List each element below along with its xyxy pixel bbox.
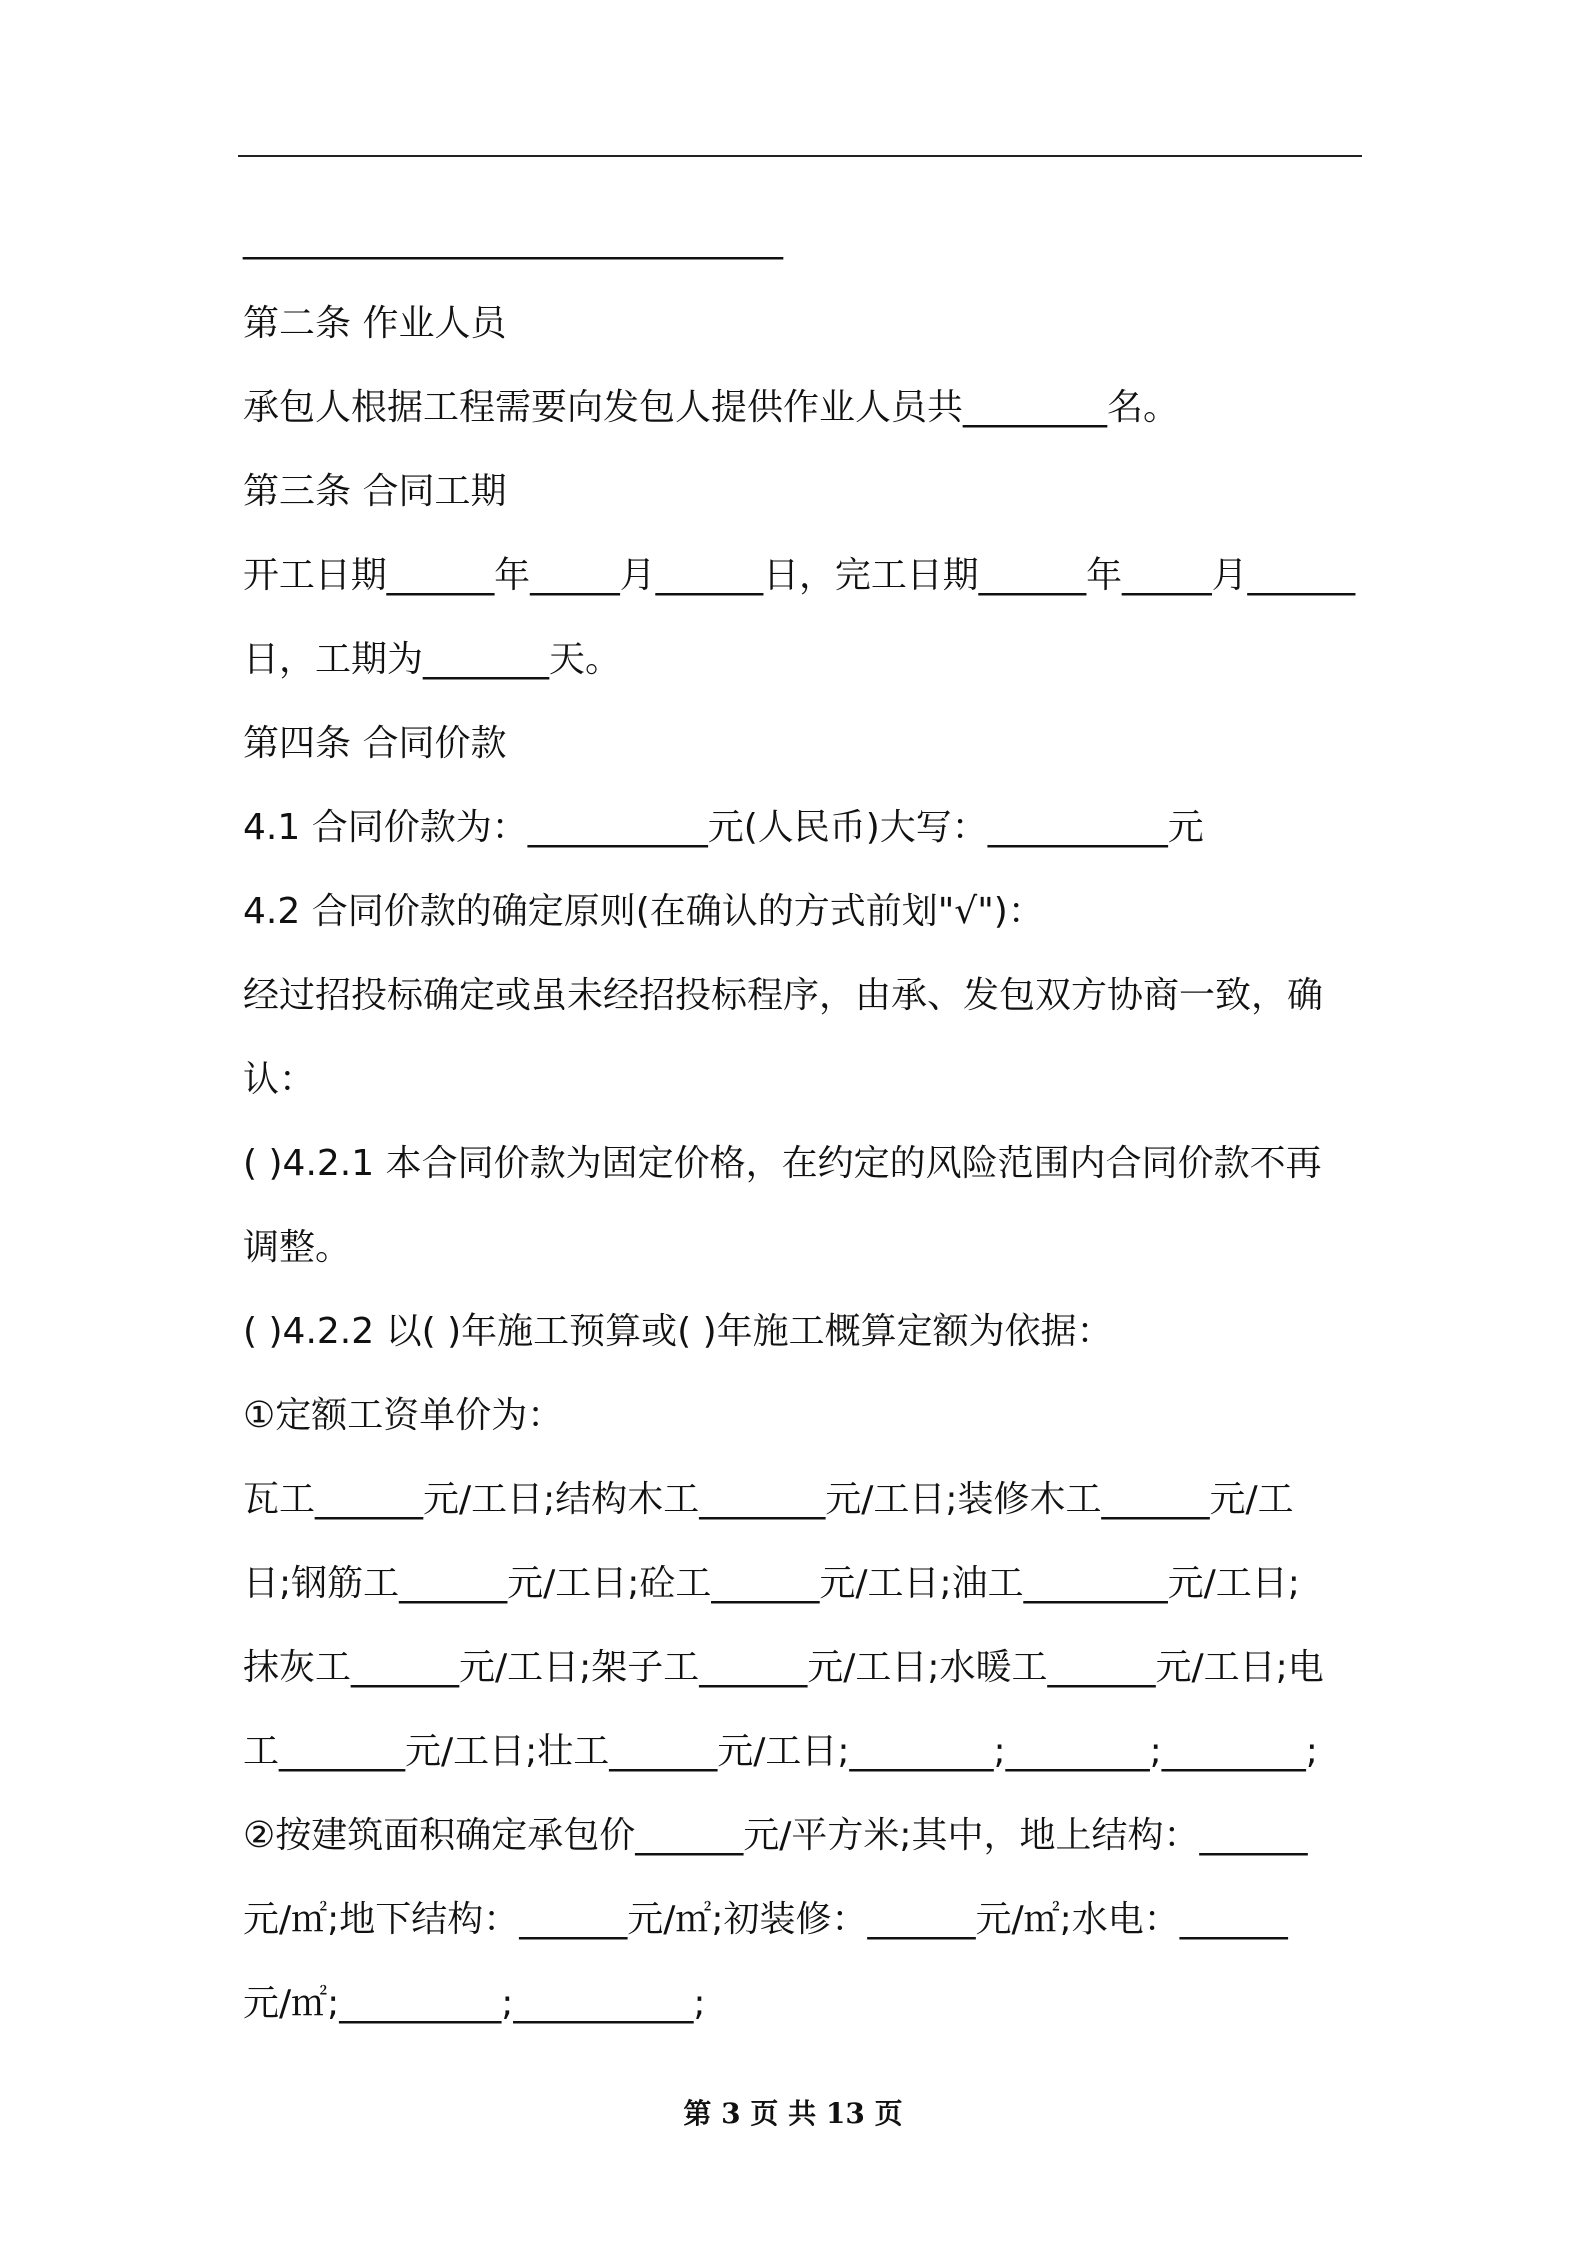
wage-rate-heading: ①定额工资单价为： (243, 1395, 564, 1436)
article-4-heading: 第四条 合同价款 (243, 723, 507, 764)
wage-rate-line-4: 工_______元/工日;壮工______元/工日;________;________;________; (243, 1731, 1318, 1772)
wage-rate-line-3: 抹灰工______元/工日;架子工______元/工日;水暖工______元/工日;电 (243, 1647, 1324, 1688)
article-2-text: 承包人根据工程需要向发包人提供作业人员共________名。 (243, 387, 1180, 428)
clause-4-2-text-line-2: 认： (243, 1059, 316, 1100)
wage-rate-line-2: 日;钢筋工______元/工日;砼工______元/工日;油工________元/工日; (243, 1563, 1300, 1604)
wage-rate-line-1: 瓦工______元/工日;结构木工_______元/工日;装修木工______元/工 (243, 1479, 1294, 1520)
area-price-line-2: 元/㎡;地下结构：______元/㎡;初装修：______元/㎡;水电：______ (243, 1899, 1288, 1940)
clause-4-2: 4.2 合同价款的确定原则(在确认的方式前划"√")： (243, 891, 1044, 932)
clause-4-2-1-line-1: ( )4.2.1 本合同价款为固定价格，在约定的风险范围内合同价款不再 (243, 1143, 1322, 1184)
clause-4-2-2: ( )4.2.2 以( )年施工预算或( )年施工概算定额为依据： (243, 1311, 1113, 1352)
document-body (243, 198, 1355, 2046)
clause-4-2-text-line-1: 经过招投标确定或虽未经招投标程序，由承、发包双方协商一致，确 (243, 975, 1324, 1016)
article-3-text-line-2: 日，工期为_______天。 (243, 639, 622, 680)
area-price-line-3: 元/㎡;_________;__________; (243, 1983, 706, 2024)
article-3-text-line-1: 开工日期______年_____月______日，完工日期______年_____月______ (243, 555, 1356, 596)
page-number: 第 3 页 共 13 页 (683, 2097, 903, 2130)
clause-4-2-1-line-2: 调整。 (243, 1227, 352, 1268)
article-3-heading: 第三条 合同工期 (243, 471, 507, 512)
blank-line: ______________________________ (243, 219, 783, 260)
area-price-line-1: ②按建筑面积确定承包价______元/平方米;其中，地上结构：______ (243, 1815, 1308, 1856)
header-rule (238, 155, 1362, 157)
article-2-heading: 第二条 作业人员 (243, 303, 507, 344)
clause-4-1: 4.1 合同价款为：__________元(人民币)大写：__________元 (243, 807, 1204, 848)
